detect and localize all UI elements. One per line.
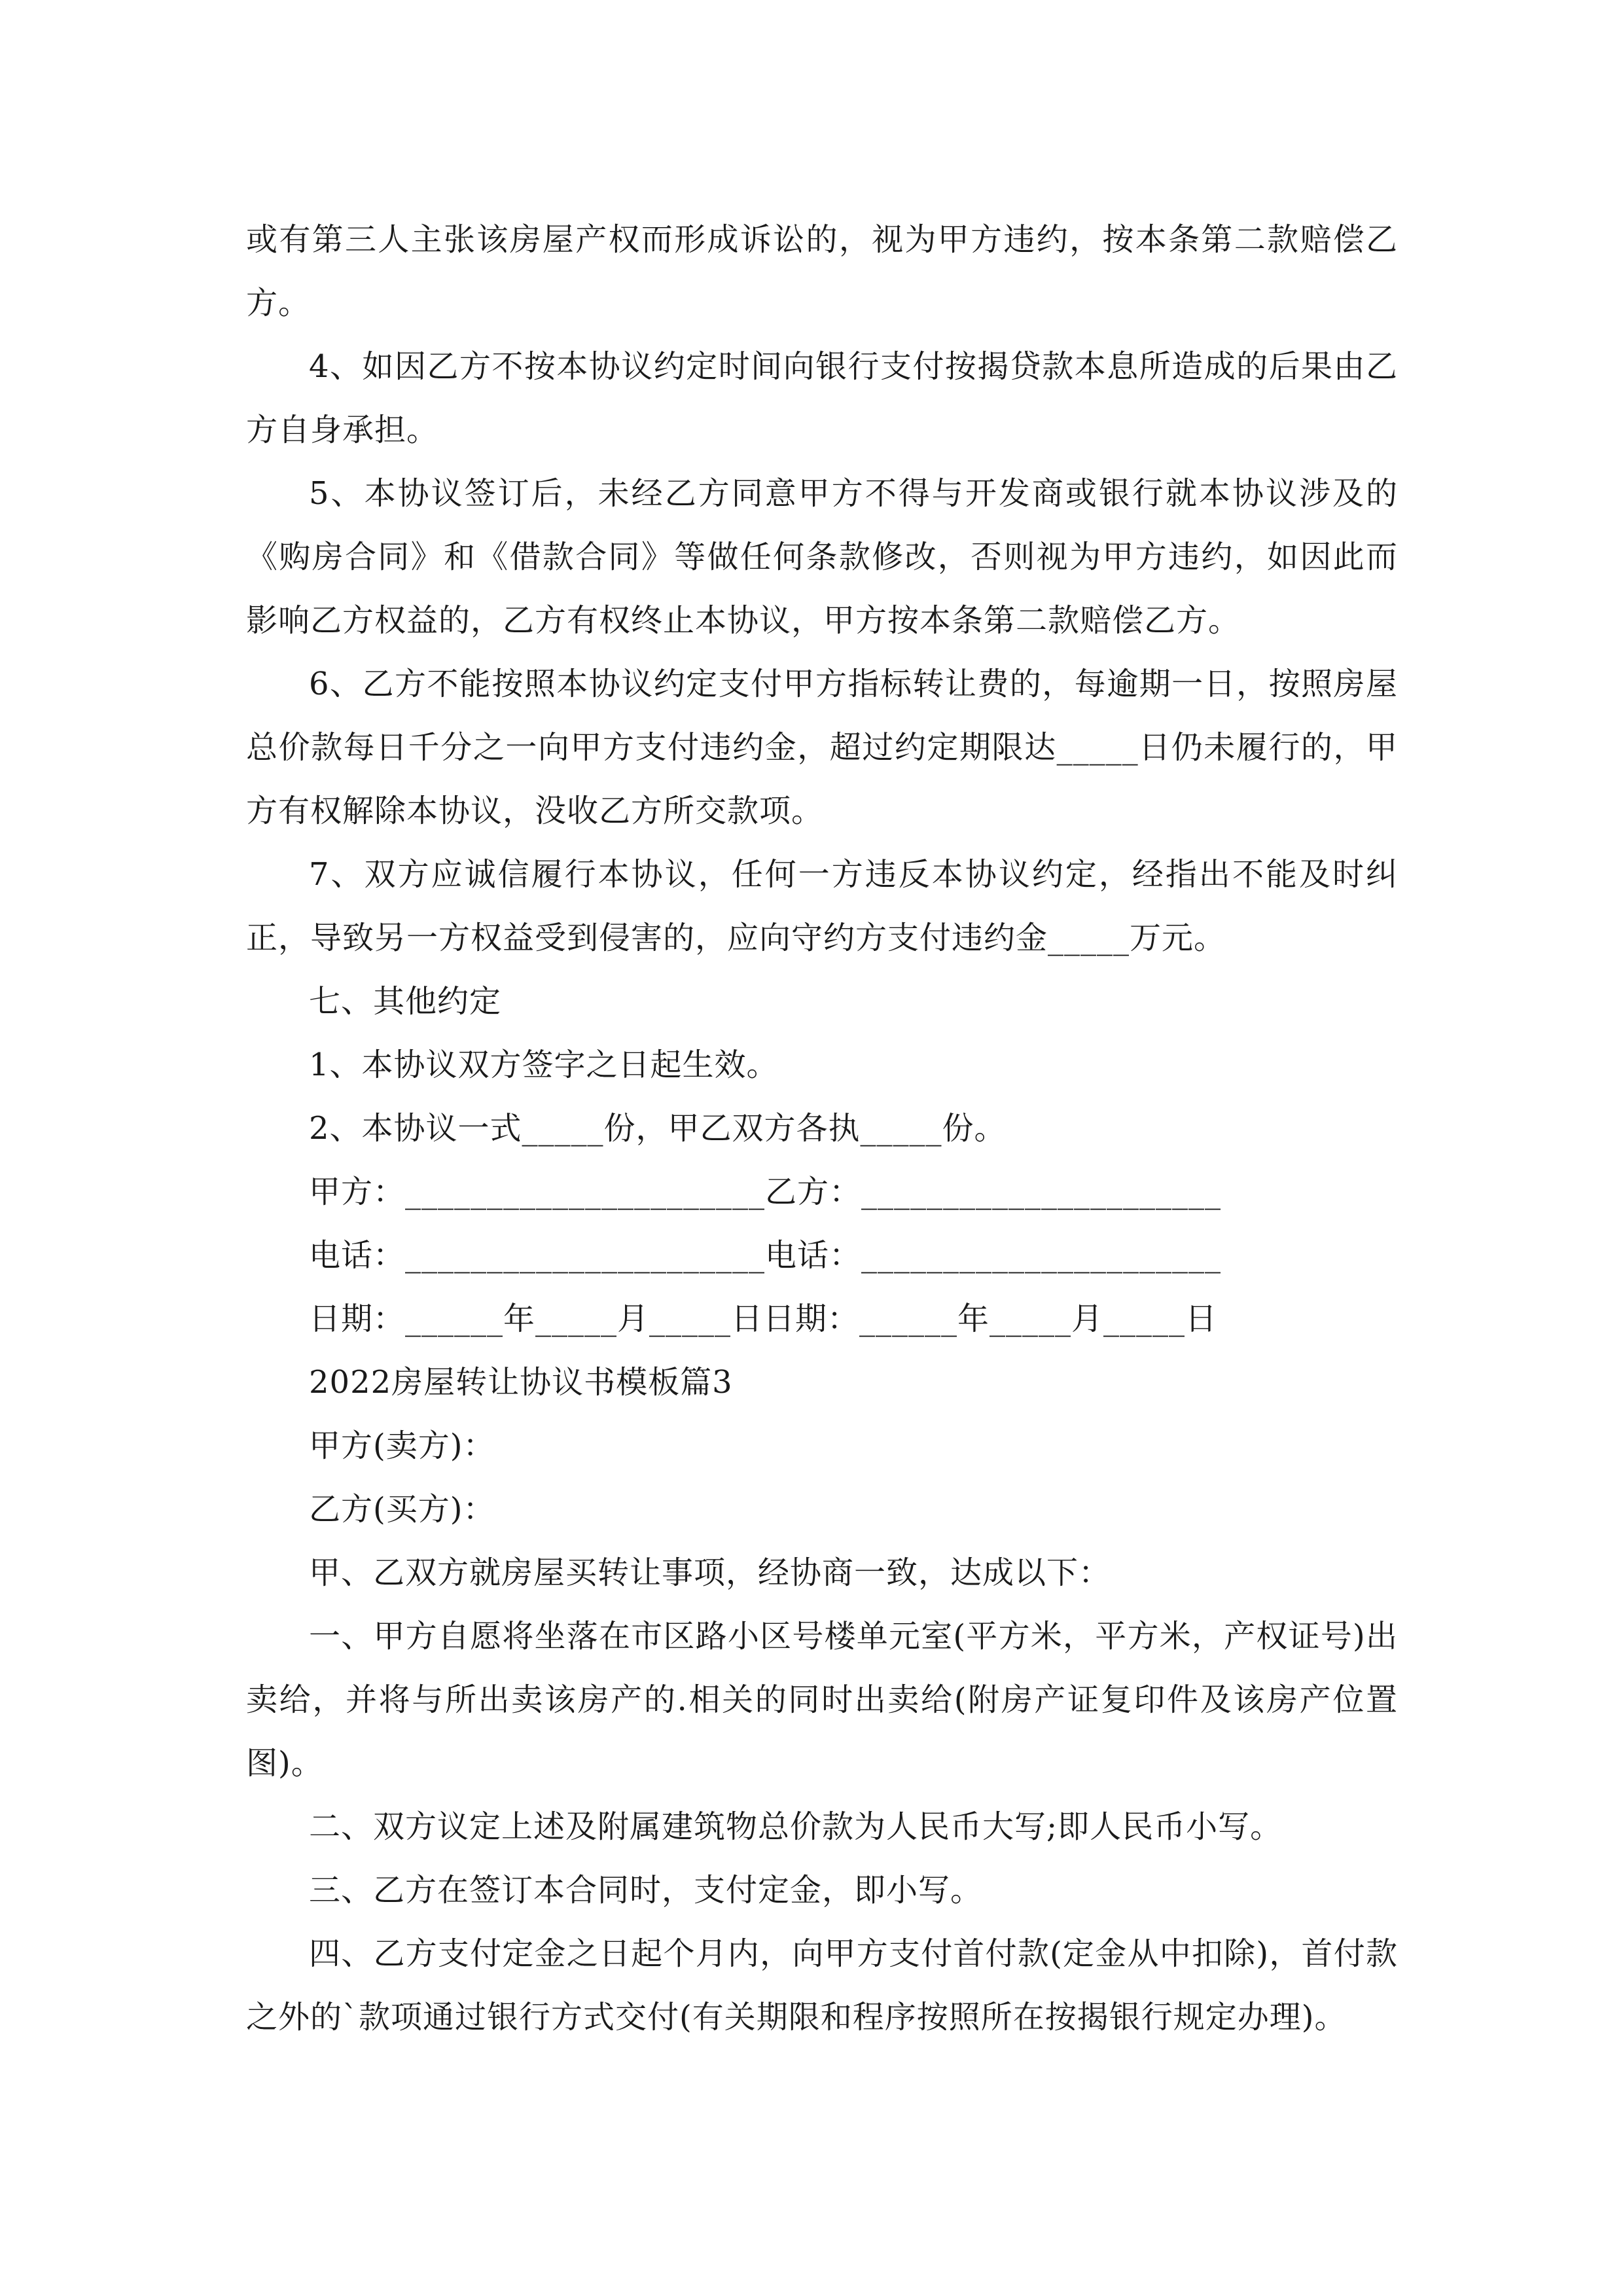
paragraph-clause-7: 7、双方应诚信履行本协议，任何一方违反本协议约定，经指出不能及时纠正，导致另一方权益受到侵害的，应向守约方支付违约金_____万元。 — [246, 856, 1398, 956]
paragraph-agreement-intro: 甲、乙双方就房屋买转让事项，经协商一致，达成以下： — [309, 1554, 1111, 1591]
paragraph-article-2: 二、双方议定上述及附属建筑物总价款为人民币大写;即人民币小写。 — [309, 1808, 1283, 1845]
paragraph-clause-5: 5、本协议签订后，未经乙方同意甲方不得与开发商或银行就本协议涉及的《购房合同》和《借款合同》等做任何条款修改，否则视为甲方违约，如因此而影响乙方权益的，乙方有权终止本协议，甲方按本条第二款赔偿乙方。 — [246, 475, 1398, 639]
document-body — [246, 208, 1398, 2049]
section-title: 2022房屋转让协议书模板篇3 — [309, 1364, 733, 1401]
section-heading-other: 七、其他约定 — [309, 983, 502, 1020]
paragraph-clause-6: 6、乙方不能按照本协议约定支付甲方指标转让费的，每逾期一日，按照房屋总价款每日千分之一向甲方支付违约金，超过约定期限达_____日仍未履行的，甲方有权解除本协议，没收乙方所交款项。 — [246, 666, 1398, 829]
party-seller-line: 甲方(卖方)： — [309, 1427, 495, 1464]
paragraph-clause-4: 4、如因乙方不按本协议约定时间向银行支付按揭贷款本息所造成的后果由乙方自身承担。 — [246, 348, 1398, 448]
paragraph-article-3: 三、乙方在签订本合同时，支付定金，即小写。 — [309, 1872, 983, 1909]
paragraph-continuation: 或有第三人主张该房屋产权而形成诉讼的，视为甲方违约，按本条第二款赔偿乙方。 — [246, 221, 1398, 321]
party-buyer-line: 乙方(买方)： — [309, 1491, 495, 1528]
signature-line-date: 日期：______年_____月_____日日期：______年_____月_____日 — [309, 1300, 1218, 1337]
paragraph-article-4: 四、乙方支付定金之日起个月内，向甲方支付首付款(定金从中扣除)，首付款之外的`款项通过银行方式交付(有关期限和程序按照所在按揭银行规定办理)。 — [246, 1935, 1398, 2036]
paragraph-other-2: 2、本协议一式_____份，甲乙双方各执_____份。 — [309, 1110, 1007, 1147]
signature-line-party: 甲方：______________________乙方：______________________ — [309, 1174, 1222, 1210]
signature-line-phone: 电话：______________________电话：______________________ — [309, 1237, 1222, 1274]
paragraph-article-1: 一、甲方自愿将坐落在市区路小区号楼单元室(平方米，平方米，产权证号)出卖给，并将与所出卖该房产的.相关的同时出卖给(附房产证复印件及该房产位置图)。 — [246, 1618, 1398, 1782]
paragraph-other-1: 1、本协议双方签字之日起生效。 — [309, 1047, 779, 1083]
